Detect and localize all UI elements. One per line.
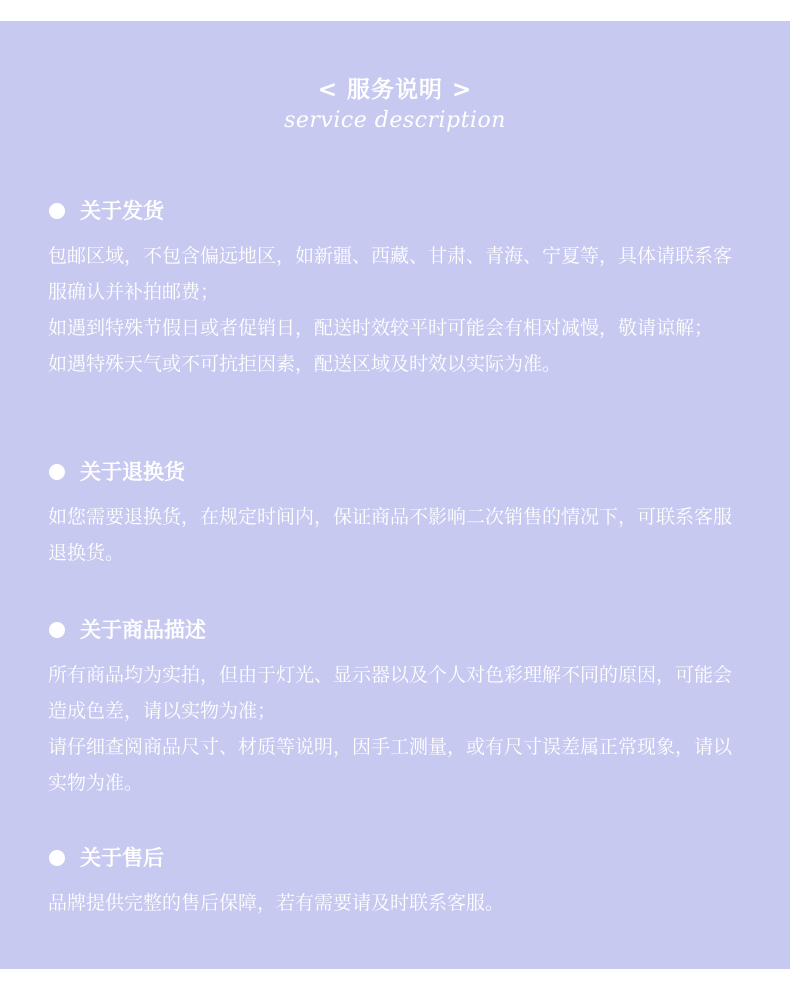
section-heading-text: 关于商品描述 <box>80 618 206 642</box>
service-header <box>0 74 790 136</box>
section-body <box>48 238 748 382</box>
section-returns <box>48 457 748 571</box>
section-shipping <box>48 196 748 382</box>
section-paragraph: 包邮区域，不包含偏远地区，如新疆、西藏、甘肃、青海、宁夏等，具体请联系客服确认并补拍邮费； <box>48 245 733 303</box>
bullet-dot-icon <box>49 850 65 866</box>
section-paragraph: 请仔细查阅商品尺寸、材质等说明，因手工测量，或有尺寸误差属正常现象，请以实物为准。 <box>48 736 733 794</box>
bullet-dot-icon <box>49 622 65 638</box>
bullet-dot-icon <box>49 464 65 480</box>
section-body <box>48 657 748 801</box>
section-body <box>48 885 748 921</box>
section-heading <box>48 196 748 226</box>
section-heading <box>48 457 748 487</box>
section-paragraph: 所有商品均为实拍，但由于灯光、显示器以及个人对色彩理解不同的原因，可能会造成色差，请以实物为准； <box>48 664 733 722</box>
page-subtitle: service description <box>284 108 506 133</box>
bullet-dot-icon <box>49 203 65 219</box>
section-heading-text: 关于发货 <box>80 199 164 223</box>
section-heading <box>48 843 748 873</box>
section-product-description <box>48 615 748 801</box>
section-paragraph: 品牌提供完整的售后保障，若有需要请及时联系客服。 <box>48 892 505 914</box>
section-after-sales <box>48 843 748 921</box>
page-title: < 服务说明 > <box>317 77 473 103</box>
section-heading-text: 关于退换货 <box>80 460 185 484</box>
section-heading <box>48 615 748 645</box>
section-paragraph: 如您需要退换货，在规定时间内，保证商品不影响二次销售的情况下，可联系客服退换货。 <box>48 506 733 564</box>
section-paragraph: 如遇特殊天气或不可抗拒因素，配送区域及时效以实际为准。 <box>48 353 562 375</box>
section-body <box>48 499 748 571</box>
section-heading-text: 关于售后 <box>80 846 164 870</box>
section-paragraph: 如遇到特殊节假日或者促销日，配送时效较平时可能会有相对减慢，敬请谅解； <box>48 317 714 339</box>
